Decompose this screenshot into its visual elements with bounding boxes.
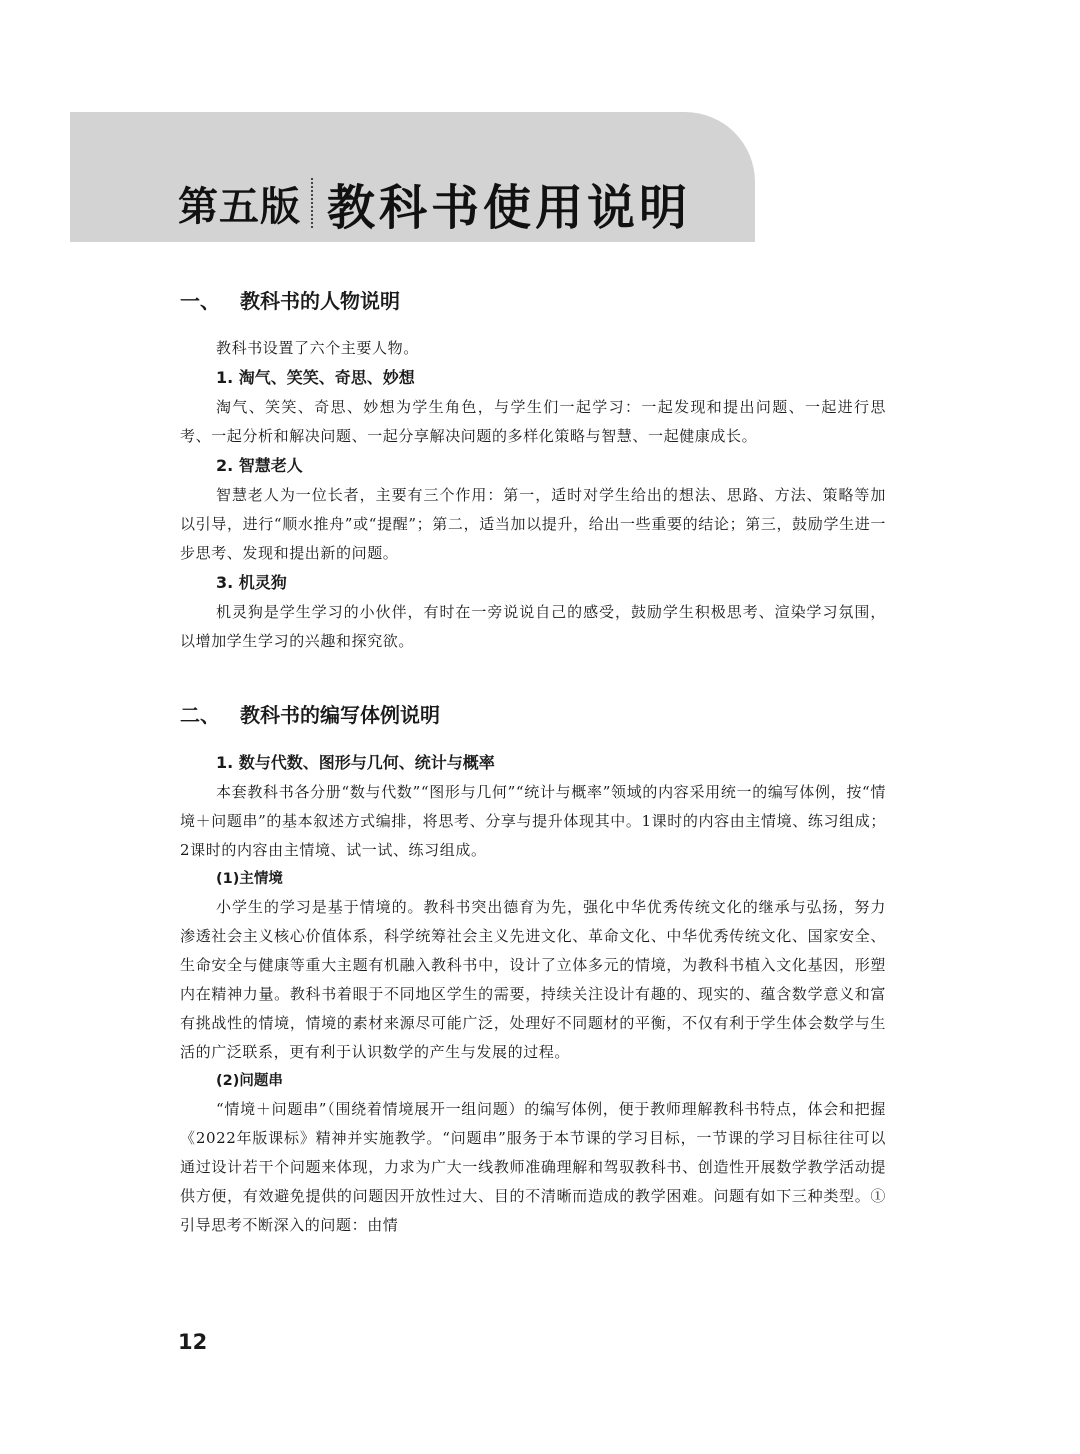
part-text-1: 小学生的学习是基于情境的。教科书突出德育为先，强化中华优秀传统文化的继承与弘扬，努力渗透社会主义核心价值体系，科学统筹社会主义先进文化、革命文化、中华优秀传统文化、国家安全、生命安全与健康等重大主题有机融入教科书中，设计了立体多元的情境，为教科书植入文化基因，形塑内在精神力量。教科书着眼于不同地区学生的需要，持续关注设计有趣的、现实的、蕴含数学意义和富有挑战性的情境，情境的素材来源尽可能广泛，处理好不同题材的平衡，不仅有利于学生体会数学与生活的广泛联系，更有利于认识数学的产生与发展的过程。: [180, 898, 886, 1061]
section-heading-2: 二、 教科书的编写体例说明: [180, 702, 440, 727]
part-heading-1: (1)主情境: [216, 871, 283, 887]
chapter-title: [178, 168, 691, 238]
section-heading-1: 一、 教科书的人物说明: [180, 288, 400, 313]
chapter-name: 教科书使用说明: [327, 179, 692, 236]
item-text-1: 淘气、笑笑、奇思、妙想为学生角色，与学生们一起学习：一起发现和提出问题、一起进行思考、一起分析和解决问题、一起分享解决问题的多样化策略与智慧、一起健康成长。: [180, 398, 886, 445]
item-text-2: 智慧老人为一位长者，主要有三个作用：第一，适时对学生给出的想法、思路、方法、策略等加以引导，进行“顺水推舟”或“提醒”；第二，适当加以提升，给出一些重要的结论；第三，鼓励学生进一步思考、发现和提出新的问题。: [180, 486, 886, 562]
page-number: 12: [178, 1330, 208, 1354]
section-1-intro: 教科书设置了六个主要人物。: [216, 339, 419, 357]
part-heading-2: (2)问题串: [216, 1073, 283, 1089]
page-content: [180, 282, 886, 1240]
part-text-2: “情境＋问题串”（围绕着情境展开一组问题）的编写体例，便于教师理解教科书特点，体会和把握《2022年版课标》精神并实施教学。“问题串”服务于本节课的学习目标，一节课的学习目标往往可以通过设计若干个问题来体现，力求为广大一线教师准确理解和驾驭教科书、创造性开展数学教学活动提供方便，有效避免提供的问题因开放性过大、目的不清晰而造成的教学困难。问题有如下三种类型。①引导思考不断深入的问题：由情: [180, 1100, 886, 1234]
item-heading-3: 3. 机灵狗: [216, 573, 287, 592]
item-heading-1: 1. 淘气、笑笑、奇思、妙想: [216, 368, 415, 387]
item-text-3: 机灵狗是学生学习的小伙伴，有时在一旁说说自己的感受，鼓励学生积极思考、渲染学习氛围，以增加学生学习的兴趣和探究欲。: [180, 603, 886, 650]
chapter-separator: [311, 178, 313, 228]
subsection-heading-1: 1. 数与代数、图形与几何、统计与概率: [216, 753, 495, 772]
chapter-label: 第五版: [178, 183, 301, 230]
item-heading-2: 2. 智慧老人: [216, 456, 303, 475]
subsection-text-1: 本套教科书各分册“数与代数”“图形与几何”“统计与概率”领域的内容采用统一的编写体例，按“情境＋问题串”的基本叙述方式编排，将思考、分享与提升体现其中。1课时的内容由主情境、练习组成；2课时的内容由主情境、试一试、练习组成。: [180, 783, 886, 859]
